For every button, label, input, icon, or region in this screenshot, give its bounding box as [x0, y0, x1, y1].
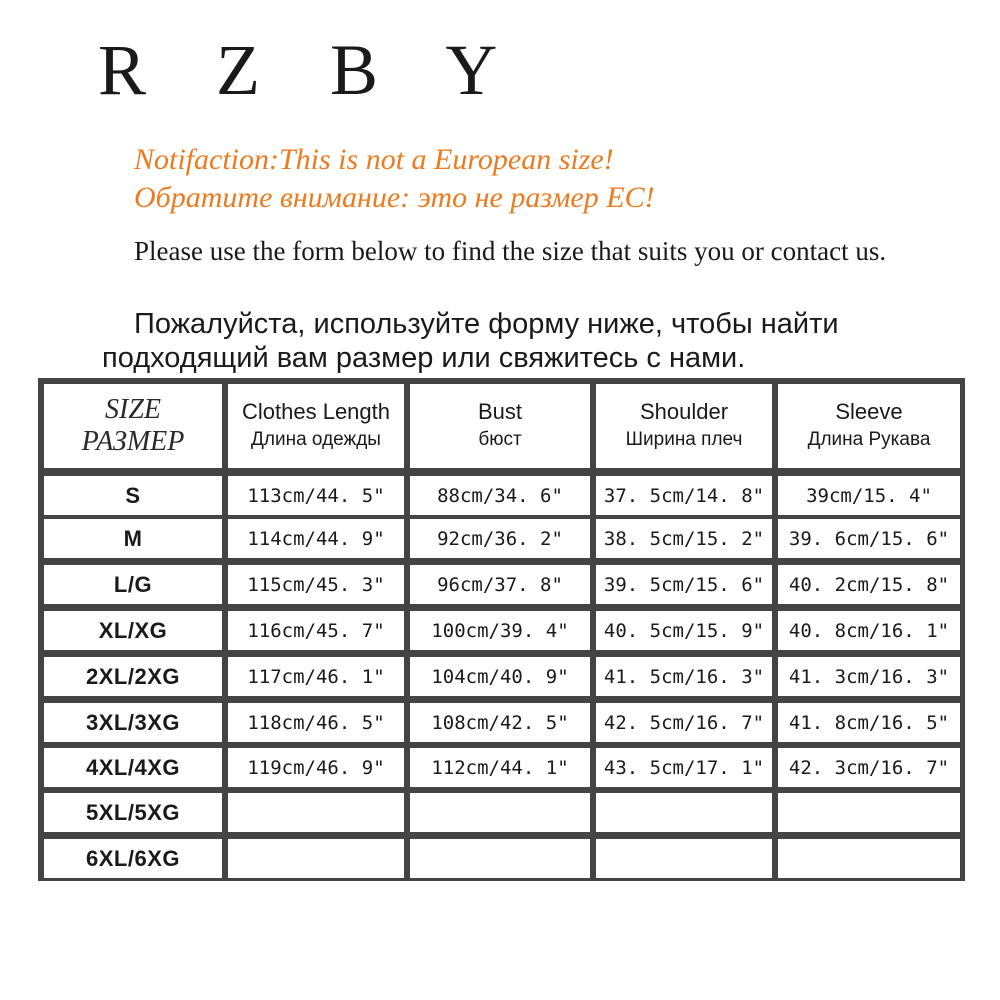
- size-label-cell: [44, 519, 222, 558]
- measurement-value: 118cm/46. 5": [247, 711, 385, 734]
- measurement-cell: [228, 839, 404, 878]
- measurement-cell: [596, 793, 772, 832]
- measurement-cell: [228, 476, 404, 515]
- measurement-value: 39. 6cm/15. 6": [788, 527, 950, 550]
- measurement-cell: [596, 839, 772, 878]
- brand-logo: R Z B Y: [98, 30, 524, 110]
- size-label: 3XL/3XG: [86, 709, 180, 735]
- size-header-ru: РАЗМЕР: [81, 426, 185, 457]
- measurement-cell: [410, 793, 590, 832]
- measurement-cell: [596, 748, 772, 787]
- measurement-cell: [410, 839, 590, 878]
- measurement-value: 42. 3cm/16. 7": [788, 756, 950, 779]
- column-header-en: Sleeve: [835, 399, 903, 424]
- measurement-cell: [410, 476, 590, 515]
- measurement-cell: [778, 839, 960, 878]
- size-label: L/G: [113, 571, 153, 597]
- size-label: S: [125, 482, 141, 508]
- measurement-value: 39. 5cm/15. 6": [603, 573, 765, 596]
- measurement-value: 41. 8cm/16. 5": [788, 711, 950, 734]
- size-label: 4XL/4XG: [86, 754, 180, 780]
- measurement-value: 104cm/40. 9": [431, 665, 569, 688]
- column-header-ru: Ширина плеч: [625, 429, 743, 450]
- measurement-value: 40. 2cm/15. 8": [788, 573, 950, 596]
- measurement-value: 96cm/37. 8": [437, 573, 563, 596]
- measurement-value: 113cm/44. 5": [247, 484, 385, 507]
- size-header-en: SIZE: [105, 394, 161, 425]
- size-label: 6XL/6XG: [86, 845, 180, 871]
- measurement-cell: [228, 519, 404, 558]
- measurement-cell: [228, 748, 404, 787]
- column-header-en: Shoulder: [639, 399, 729, 424]
- notice-russian: Обратите внимание: это не размер ЕС!: [134, 181, 655, 214]
- measurement-value: 37. 5cm/14. 8": [603, 484, 765, 507]
- measurement-value: 40. 8cm/16. 1": [788, 619, 950, 642]
- size-label-cell: [44, 793, 222, 832]
- column-header: [778, 384, 960, 468]
- measurement-value: 41. 5cm/16. 3": [603, 665, 765, 688]
- measurement-value: 112cm/44. 1": [431, 756, 569, 779]
- measurement-value: 117cm/46. 1": [247, 665, 385, 688]
- measurement-cell: [228, 703, 404, 742]
- instructions-russian: Пожалуйста, используйте форму ниже, чтобы найти подходящий вам размер или свяжитесь с нами.: [102, 308, 839, 374]
- instructions-english: Please use the form below to find the size that suits you or contact us.: [134, 236, 887, 266]
- size-label-cell: [44, 839, 222, 878]
- measurement-value: 88cm/34. 6": [437, 484, 563, 507]
- measurement-cell: [410, 657, 590, 696]
- measurement-cell: [596, 703, 772, 742]
- measurement-cell: [596, 519, 772, 558]
- measurement-cell: [410, 703, 590, 742]
- measurement-value: 100cm/39. 4": [431, 619, 569, 642]
- size-label: M: [123, 525, 143, 551]
- column-header: [410, 384, 590, 468]
- measurement-cell: [778, 519, 960, 558]
- size-label: XL/XG: [98, 617, 168, 643]
- measurement-value: 116cm/45. 7": [247, 619, 385, 642]
- size-label: 5XL/5XG: [86, 799, 180, 825]
- measurement-value: 108cm/42. 5": [431, 711, 569, 734]
- measurement-cell: [410, 519, 590, 558]
- measurement-value: 115cm/45. 3": [247, 573, 385, 596]
- measurement-cell: [596, 657, 772, 696]
- column-header: [228, 384, 404, 468]
- measurement-cell: [596, 611, 772, 650]
- measurement-value: 38. 5cm/15. 2": [603, 527, 765, 550]
- measurement-cell: [778, 748, 960, 787]
- measurement-cell: [228, 611, 404, 650]
- measurement-value: 42. 5cm/16. 7": [603, 711, 765, 734]
- column-header-ru: бюст: [478, 429, 522, 450]
- measurement-value: 92cm/36. 2": [437, 527, 563, 550]
- size-label-cell: [44, 565, 222, 604]
- measurement-value: 41. 3cm/16. 3": [788, 665, 950, 688]
- measurement-cell: [410, 565, 590, 604]
- size-label-cell: [44, 657, 222, 696]
- measurement-value: 43. 5cm/17. 1": [603, 756, 765, 779]
- measurement-cell: [596, 565, 772, 604]
- measurement-cell: [778, 657, 960, 696]
- measurement-value: 119cm/46. 9": [247, 756, 385, 779]
- column-header-ru: Длина Рукава: [807, 429, 931, 450]
- measurement-cell: [778, 476, 960, 515]
- size-label-cell: [44, 703, 222, 742]
- measurement-cell: [596, 476, 772, 515]
- size-chart-table: [38, 378, 965, 881]
- measurement-cell: [778, 565, 960, 604]
- column-header-en: Clothes Length: [242, 399, 390, 424]
- column-header-en: Bust: [477, 399, 523, 424]
- measurement-cell: [778, 703, 960, 742]
- size-label-cell: [44, 748, 222, 787]
- measurement-cell: [228, 565, 404, 604]
- size-label-cell: [44, 476, 222, 515]
- measurement-cell: [410, 611, 590, 650]
- measurement-cell: [778, 793, 960, 832]
- measurement-cell: [228, 657, 404, 696]
- measurement-value: 114cm/44. 9": [247, 527, 385, 550]
- measurement-cell: [228, 793, 404, 832]
- measurement-cell: [410, 748, 590, 787]
- size-header-cell: [44, 384, 222, 468]
- measurement-value: 40. 5cm/15. 9": [603, 619, 765, 642]
- size-label: 2XL/2XG: [86, 663, 180, 689]
- column-header-ru: Длина одежды: [251, 429, 381, 450]
- notice-english: Notifaction:This is not a European size!: [134, 143, 614, 176]
- size-label-cell: [44, 611, 222, 650]
- measurement-cell: [778, 611, 960, 650]
- measurement-value: 39cm/15. 4": [806, 484, 932, 507]
- column-header: [596, 384, 772, 468]
